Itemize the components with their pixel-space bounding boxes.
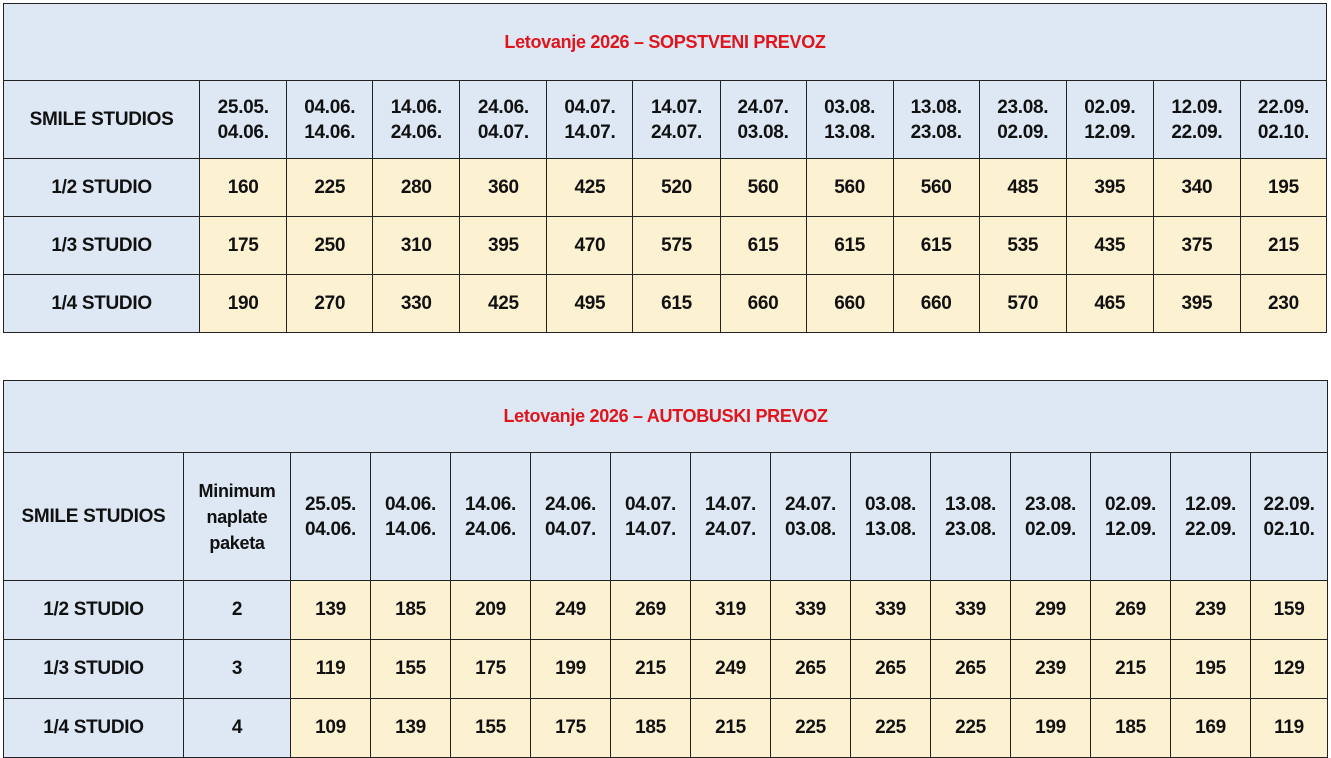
period-end: 04.06. — [217, 121, 269, 143]
period-start: 24.06. — [544, 493, 597, 515]
period-start: 02.09. — [1084, 96, 1136, 118]
price-cell: 660 — [893, 275, 979, 333]
price-cell: 485 — [979, 159, 1066, 217]
period-end: 12.09. — [1084, 121, 1136, 143]
period-start: 12.09. — [1171, 96, 1223, 118]
period-start: 24.06. — [477, 96, 529, 118]
period-start: 14.06. — [464, 493, 517, 515]
period-end: 04.07. — [544, 518, 597, 540]
price-cell: 339 — [771, 581, 851, 640]
price-cell: 615 — [806, 217, 893, 275]
minimum-payment-value: 2 — [184, 581, 291, 640]
period-header — [1066, 81, 1153, 159]
period-start: 04.07. — [564, 96, 616, 118]
period-start: 14.07. — [704, 493, 757, 515]
period-header — [460, 81, 547, 159]
price-cell: 199 — [531, 640, 611, 699]
price-cell: 310 — [373, 217, 460, 275]
period-header — [720, 81, 806, 159]
room-type-label: 1/3 STUDIO — [4, 640, 184, 699]
price-cell: 155 — [451, 699, 531, 758]
price-cell: 139 — [371, 699, 451, 758]
period-header — [547, 81, 633, 159]
price-cell: 560 — [893, 159, 979, 217]
period-end: 14.07. — [564, 121, 616, 143]
price-cell: 560 — [720, 159, 806, 217]
price-cell: 119 — [1251, 699, 1328, 758]
table-row — [4, 159, 1327, 217]
period-start: 14.07. — [650, 96, 702, 118]
price-cell: 269 — [611, 581, 691, 640]
period-end: 02.09. — [997, 121, 1049, 143]
price-cell: 330 — [373, 275, 460, 333]
room-type-label: 1/4 STUDIO — [4, 275, 200, 333]
price-cell: 435 — [1066, 217, 1153, 275]
price-cell: 195 — [1240, 159, 1326, 217]
period-start: 02.09. — [1104, 493, 1157, 515]
minimum-payment-value: 4 — [184, 699, 291, 758]
period-start: 04.06. — [304, 96, 356, 118]
period-header — [806, 81, 893, 159]
price-cell: 215 — [691, 699, 771, 758]
min-header-line: naplate — [206, 506, 268, 527]
period-header — [373, 81, 460, 159]
room-type-label: 1/2 STUDIO — [4, 159, 200, 217]
price-cell: 185 — [1091, 699, 1171, 758]
min-header-line: Minimum — [198, 480, 276, 501]
period-header — [287, 81, 373, 159]
price-cell: 535 — [979, 217, 1066, 275]
minimum-payment-value: 3 — [184, 640, 291, 699]
period-header — [931, 453, 1011, 581]
period-end: 04.07. — [477, 121, 529, 143]
period-start: 03.08. — [864, 493, 917, 515]
price-cell: 660 — [806, 275, 893, 333]
period-header — [851, 453, 931, 581]
period-end: 22.09. — [1184, 518, 1237, 540]
table-title: Letovanje 2026 – AUTOBUSKI PREVOZ — [4, 381, 1328, 453]
min-header-line: paketa — [209, 532, 265, 553]
price-cell: 230 — [1240, 275, 1326, 333]
price-cell: 615 — [633, 275, 720, 333]
period-header — [531, 453, 611, 581]
price-cell: 425 — [460, 275, 547, 333]
corner-label: SMILE STUDIOS — [4, 453, 184, 581]
period-end: 03.08. — [737, 121, 789, 143]
period-end: 23.08. — [910, 121, 962, 143]
table-row — [4, 640, 1328, 699]
period-end: 24.06. — [390, 121, 442, 143]
price-cell: 495 — [547, 275, 633, 333]
price-cell: 660 — [720, 275, 806, 333]
price-cell: 215 — [1091, 640, 1171, 699]
price-cell: 185 — [611, 699, 691, 758]
price-cell: 395 — [1066, 159, 1153, 217]
period-header — [1171, 453, 1251, 581]
price-cell: 215 — [1240, 217, 1326, 275]
price-cell: 395 — [460, 217, 547, 275]
period-header — [1153, 81, 1240, 159]
period-start: 12.09. — [1184, 493, 1237, 515]
price-cell: 175 — [200, 217, 287, 275]
period-start: 25.05. — [217, 96, 269, 118]
room-type-label: 1/2 STUDIO — [4, 581, 184, 640]
period-header — [1251, 453, 1328, 581]
room-type-label: 1/4 STUDIO — [4, 699, 184, 758]
period-start: 25.05. — [304, 493, 357, 515]
period-header — [1240, 81, 1326, 159]
price-cell: 119 — [291, 640, 371, 699]
price-cell: 280 — [373, 159, 460, 217]
period-end: 03.08. — [784, 518, 837, 540]
period-start: 04.06. — [384, 493, 437, 515]
period-end: 12.09. — [1104, 518, 1157, 540]
price-cell: 190 — [200, 275, 287, 333]
period-end: 02.09. — [1024, 518, 1077, 540]
period-header — [633, 81, 720, 159]
price-cell: 615 — [720, 217, 806, 275]
price-cell: 139 — [291, 581, 371, 640]
table-row — [4, 581, 1328, 640]
price-cell: 395 — [1153, 275, 1240, 333]
period-end: 02.10. — [1257, 121, 1309, 143]
period-start: 23.08. — [1024, 493, 1077, 515]
price-cell: 185 — [371, 581, 451, 640]
price-cell: 269 — [1091, 581, 1171, 640]
price-cell: 175 — [451, 640, 531, 699]
table-row — [4, 275, 1327, 333]
price-cell: 470 — [547, 217, 633, 275]
period-start: 24.07. — [737, 96, 789, 118]
price-cell: 155 — [371, 640, 451, 699]
price-cell: 160 — [200, 159, 287, 217]
price-cell: 575 — [633, 217, 720, 275]
price-table-bus-transport — [3, 380, 1328, 758]
period-end: 22.09. — [1171, 121, 1223, 143]
price-cell: 570 — [979, 275, 1066, 333]
period-end: 13.08. — [824, 121, 876, 143]
period-end: 04.06. — [304, 518, 357, 540]
period-header — [200, 81, 287, 159]
period-header — [893, 81, 979, 159]
minimum-payment-header — [184, 453, 291, 581]
price-cell: 270 — [287, 275, 373, 333]
price-cell: 109 — [291, 699, 371, 758]
price-cell: 340 — [1153, 159, 1240, 217]
price-cell: 265 — [931, 640, 1011, 699]
price-cell: 159 — [1251, 581, 1328, 640]
period-header — [1011, 453, 1091, 581]
period-end: 14.06. — [304, 121, 356, 143]
price-cell: 215 — [611, 640, 691, 699]
price-cell: 129 — [1251, 640, 1328, 699]
price-cell: 375 — [1153, 217, 1240, 275]
price-cell: 225 — [931, 699, 1011, 758]
period-header — [451, 453, 531, 581]
price-cell: 199 — [1011, 699, 1091, 758]
table-title: Letovanje 2026 – SOPSTVENI PREVOZ — [4, 4, 1327, 81]
table-row — [4, 217, 1327, 275]
price-cell: 319 — [691, 581, 771, 640]
price-cell: 465 — [1066, 275, 1153, 333]
price-cell: 299 — [1011, 581, 1091, 640]
price-cell: 520 — [633, 159, 720, 217]
price-table-own-transport — [3, 3, 1327, 333]
price-cell: 265 — [851, 640, 931, 699]
price-cell: 339 — [931, 581, 1011, 640]
period-end: 14.06. — [384, 518, 437, 540]
period-header — [771, 453, 851, 581]
period-header — [979, 81, 1066, 159]
period-end: 23.08. — [944, 518, 997, 540]
period-end: 24.07. — [650, 121, 702, 143]
period-start: 04.07. — [624, 493, 677, 515]
period-start: 13.08. — [910, 96, 962, 118]
price-cell: 225 — [851, 699, 931, 758]
price-cell: 339 — [851, 581, 931, 640]
period-start: 14.06. — [390, 96, 442, 118]
period-end: 14.07. — [624, 518, 677, 540]
price-cell: 239 — [1171, 581, 1251, 640]
price-cell: 169 — [1171, 699, 1251, 758]
price-cell: 265 — [771, 640, 851, 699]
price-cell: 239 — [1011, 640, 1091, 699]
price-cell: 425 — [547, 159, 633, 217]
room-type-label: 1/3 STUDIO — [4, 217, 200, 275]
period-header — [691, 453, 771, 581]
period-start: 13.08. — [944, 493, 997, 515]
period-end: 02.10. — [1263, 518, 1315, 540]
period-end: 13.08. — [864, 518, 917, 540]
period-header — [1091, 453, 1171, 581]
period-header — [291, 453, 371, 581]
price-cell: 249 — [531, 581, 611, 640]
period-start: 03.08. — [824, 96, 876, 118]
period-start: 24.07. — [784, 493, 837, 515]
price-cell: 249 — [691, 640, 771, 699]
period-end: 24.07. — [704, 518, 757, 540]
price-cell: 209 — [451, 581, 531, 640]
period-header — [371, 453, 451, 581]
period-end: 24.06. — [464, 518, 517, 540]
price-cell: 175 — [531, 699, 611, 758]
period-header — [611, 453, 691, 581]
corner-label: SMILE STUDIOS — [4, 81, 200, 159]
period-start: 22.09. — [1257, 96, 1309, 118]
price-cell: 225 — [287, 159, 373, 217]
price-cell: 615 — [893, 217, 979, 275]
price-cell: 225 — [771, 699, 851, 758]
period-start: 22.09. — [1263, 493, 1315, 515]
price-cell: 250 — [287, 217, 373, 275]
price-cell: 195 — [1171, 640, 1251, 699]
price-cell: 360 — [460, 159, 547, 217]
period-start: 23.08. — [997, 96, 1049, 118]
price-cell: 560 — [806, 159, 893, 217]
table-row — [4, 699, 1328, 758]
